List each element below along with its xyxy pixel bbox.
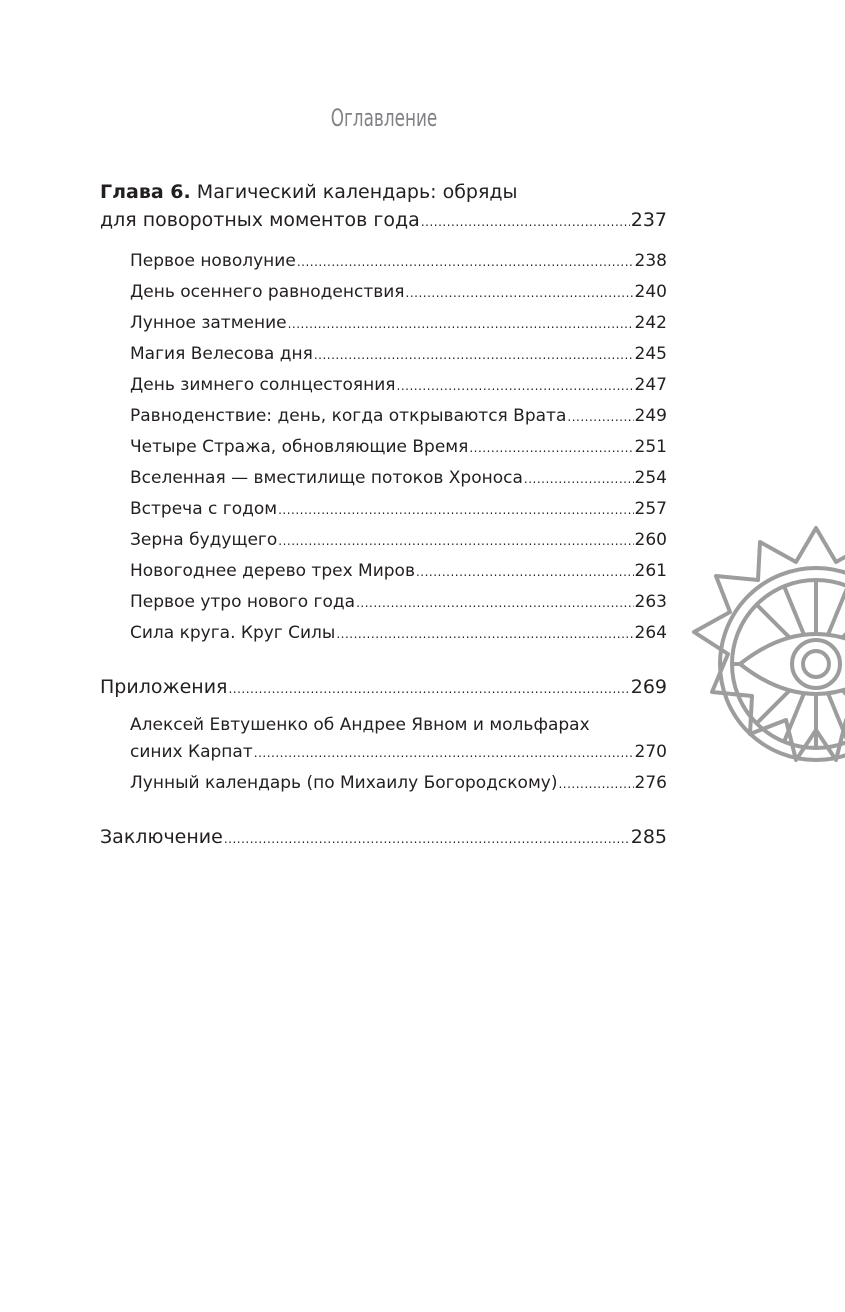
toc-entry[interactable] — [130, 308, 667, 339]
toc-entry-multiline[interactable] — [130, 713, 667, 768]
page-number: 270 — [634, 742, 667, 762]
leader-dots — [288, 309, 634, 339]
chapter-number: Глава 6. — [100, 181, 191, 203]
toc-entry-label: Магия Велесова дня — [130, 344, 313, 364]
leader-dots — [314, 340, 634, 370]
toc-entry-label: Первое утро нового года — [130, 592, 356, 612]
toc-entry-line2 — [130, 737, 667, 768]
chapter-title-line1 — [100, 178, 667, 206]
page-number: 254 — [634, 468, 667, 488]
page-number: 251 — [634, 437, 667, 457]
toc-entry-label: Вселенная — вместилище потоков Хроноса — [130, 468, 523, 488]
toc-entry-label: День зимнего солнцестояния — [130, 375, 396, 395]
toc-entry-label: Приложения — [100, 676, 228, 698]
toc-entry-label: Встреча с годом — [130, 499, 278, 519]
toc-entry[interactable] — [130, 277, 667, 308]
page-number: 247 — [634, 375, 667, 395]
toc-entry-label: Равноденствие: день, когда открываются Врата — [130, 406, 567, 426]
toc-entry-label: Лунное затмение — [130, 313, 287, 333]
leader-dots — [336, 619, 633, 649]
leader-dots — [356, 588, 633, 618]
page-number: 245 — [634, 344, 667, 364]
toc-entry[interactable] — [130, 768, 667, 799]
toc-entry[interactable] — [130, 587, 667, 618]
page-title: Оглавление — [330, 104, 438, 132]
toc-entry-label: День осеннего равноденствия — [130, 282, 405, 302]
toc-entry-label-line1: Алексей Евтушенко об Андрее Явном и мольфарах — [130, 715, 590, 735]
leader-dots — [421, 208, 630, 236]
toc-entry[interactable] — [130, 525, 667, 556]
chapter-title-line2 — [100, 206, 667, 236]
toc-entry-label: Сила круга. Круг Силы — [130, 623, 336, 643]
page-number: 240 — [634, 282, 667, 302]
toc-entry-label: Первое новолуние — [130, 251, 296, 271]
toc-conclusion[interactable] — [100, 823, 667, 853]
toc-entry[interactable] — [130, 339, 667, 370]
leader-dots — [224, 825, 630, 853]
toc-appendices[interactable] — [100, 673, 667, 703]
page-number: 257 — [634, 499, 667, 519]
leader-dots — [558, 769, 633, 799]
appendices-sections — [100, 713, 667, 799]
toc-entry[interactable] — [130, 618, 667, 649]
toc-entry[interactable] — [130, 401, 667, 432]
leader-dots — [406, 278, 634, 308]
page-number: 269 — [630, 676, 667, 698]
leader-dots — [278, 495, 633, 525]
page-number: 263 — [634, 592, 667, 612]
sun-eye-emblem-icon — [676, 524, 845, 804]
page-number: 242 — [634, 313, 667, 333]
page-number: 260 — [634, 530, 667, 550]
table-of-contents — [100, 178, 667, 853]
toc-entry[interactable] — [130, 556, 667, 587]
chapter-title-text: Магический календарь: обряды — [196, 181, 518, 203]
leader-dots — [469, 433, 633, 463]
page-number: 237 — [630, 209, 667, 231]
page-number: 238 — [634, 251, 667, 271]
leader-dots — [567, 402, 633, 432]
toc-entry-label: Заключение — [100, 826, 223, 848]
page-number: 285 — [630, 826, 667, 848]
toc-entry[interactable] — [130, 432, 667, 463]
page-number: 276 — [634, 773, 667, 793]
leader-dots — [228, 675, 629, 703]
page-number: 261 — [634, 561, 667, 581]
leader-dots — [524, 464, 634, 494]
leader-dots — [254, 738, 634, 768]
toc-entry[interactable] — [130, 463, 667, 494]
leader-dots — [416, 557, 634, 587]
page-number: 264 — [634, 623, 667, 643]
leader-dots — [278, 526, 633, 556]
toc-entry-label: Четыре Стража, обновляющие Время — [130, 437, 469, 457]
leader-dots — [397, 371, 634, 401]
toc-entry-label: Новогоднее дерево трех Миров — [130, 561, 415, 581]
toc-entry-label-line2: синих Карпат — [130, 742, 253, 762]
toc-entry-label: Лунный календарь (по Михаилу Богородскому) — [130, 773, 558, 793]
chapter-title-text-2: для поворотных моментов года — [100, 209, 420, 231]
toc-entry[interactable] — [130, 494, 667, 525]
leader-dots — [297, 247, 634, 277]
toc-entry[interactable] — [130, 370, 667, 401]
chapter-6-sections — [100, 246, 667, 649]
toc-entry-label: Зерна будущего — [130, 530, 278, 550]
page-number: 249 — [634, 406, 667, 426]
toc-chapter-6[interactable] — [100, 178, 667, 236]
toc-entry[interactable] — [130, 246, 667, 277]
